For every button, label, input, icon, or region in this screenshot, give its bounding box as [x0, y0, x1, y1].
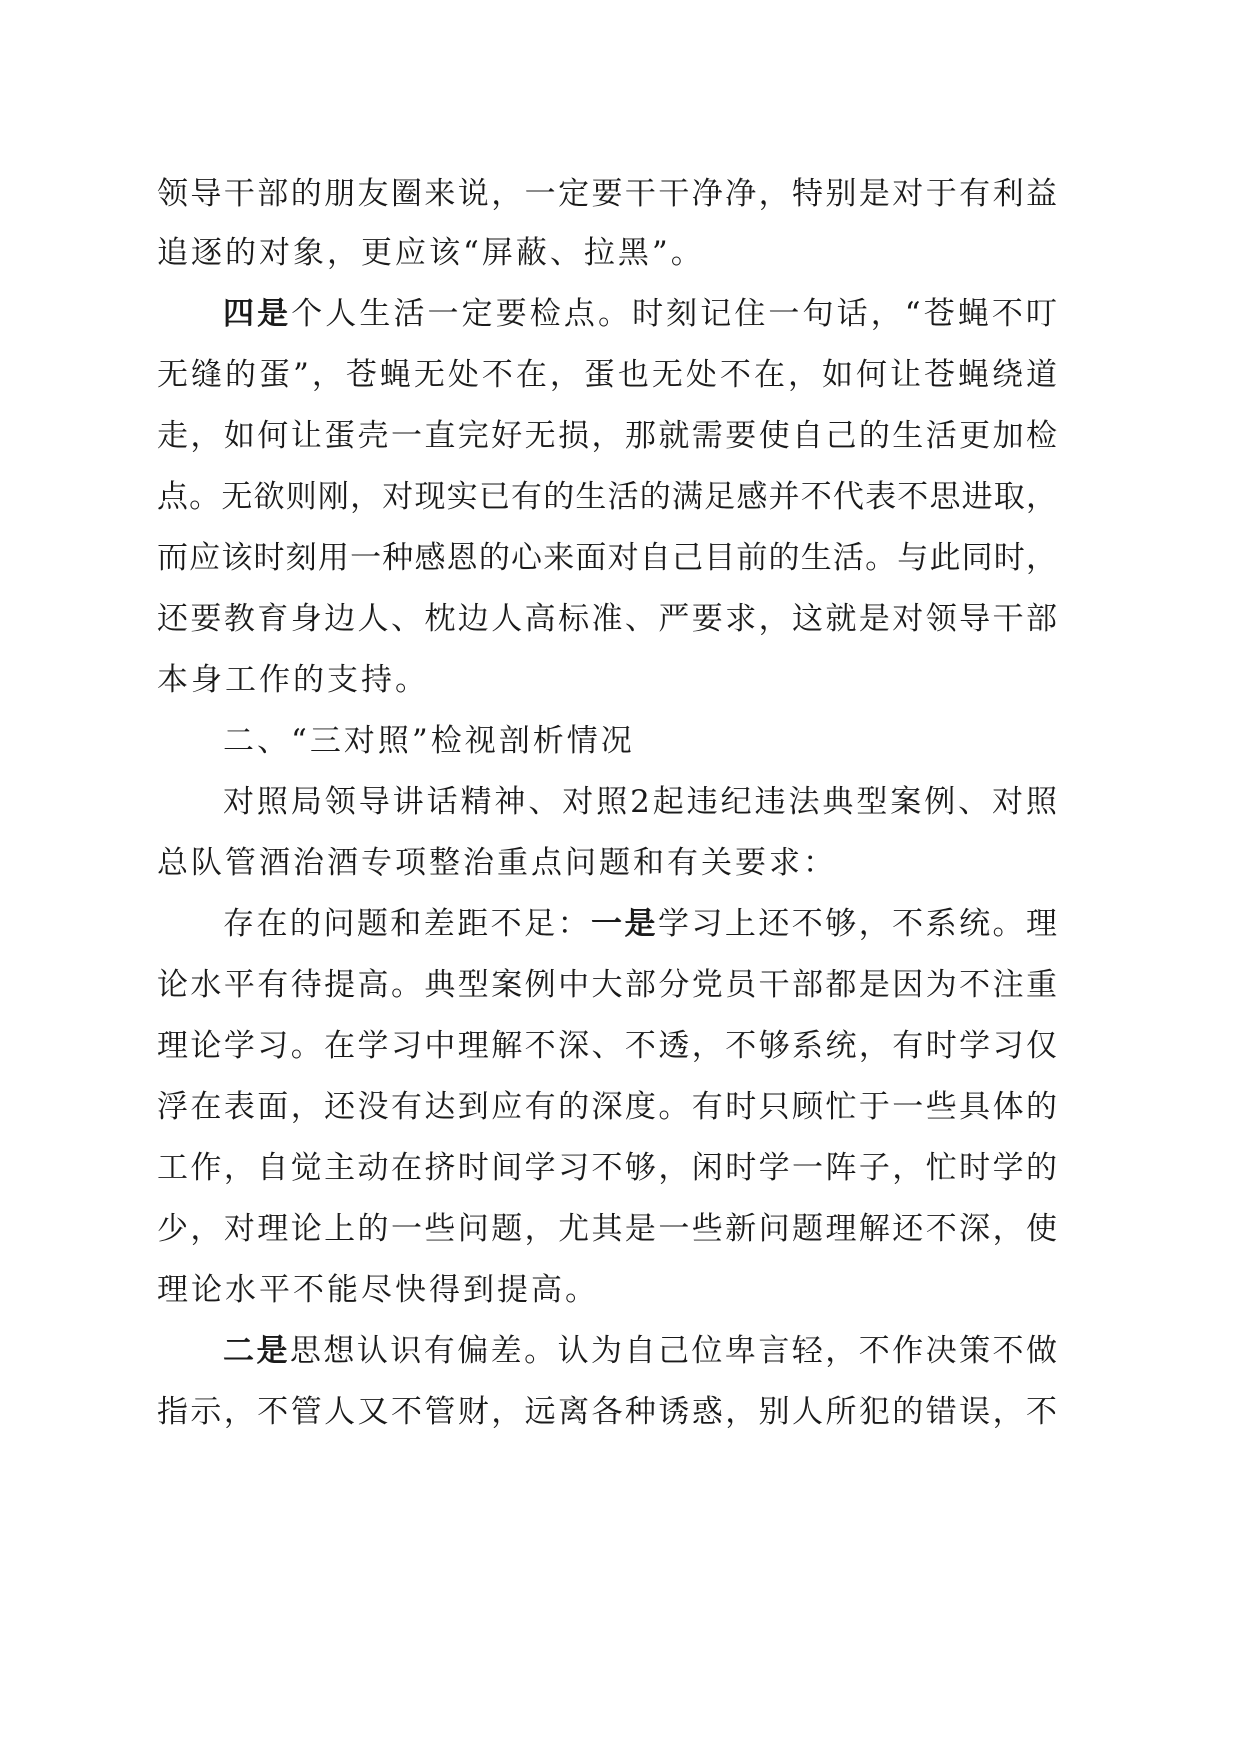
paragraph-line — [157, 833, 1057, 893]
line-text: 指示，不管人又不管财，远离各种诱惑，别人所犯的错误，不 — [157, 1394, 1057, 1430]
paragraph-lead: 一是 — [591, 906, 658, 942]
line-text: 理论水平不能尽快得到提高。 — [157, 1272, 599, 1308]
line-text: 点。无欲则刚，对现实已有的生活的满足感并不代表不思进取， — [157, 479, 1057, 515]
paragraph-line — [157, 589, 1057, 649]
paragraph-line — [157, 1016, 1057, 1076]
paragraph-line — [157, 650, 1057, 710]
paragraph-line — [157, 467, 1057, 527]
paragraph-line — [157, 1138, 1057, 1198]
paragraph-line — [223, 284, 1057, 344]
line-text: 浮在表面，还没有达到应有的深度。有时只顾忙于一些具体的 — [157, 1089, 1057, 1125]
section-heading — [223, 711, 1057, 771]
line-text: 思想认识有偏差。认为自己位卑言轻，不作决策不做 — [289, 1333, 1058, 1369]
paragraph-line — [157, 164, 1057, 224]
paragraph-line — [223, 1321, 1057, 1381]
paragraph-line — [157, 223, 1057, 283]
paragraph-line — [157, 406, 1057, 466]
line-text: 总队管酒治酒专项整治重点问题和有关要求： — [157, 845, 837, 881]
line-text: 论水平有待提高。典型案例中大部分党员干部都是因为不注重 — [157, 967, 1057, 1003]
section-heading-text: 二、“三对照”检视剖析情况 — [223, 723, 635, 759]
paragraph-line — [223, 894, 1057, 954]
line-text: 领导干部的朋友圈来说，一定要干干净净，特别是对于有利益 — [157, 176, 1057, 212]
line-text: 追逐的对象，更应该“屏蔽、拉黑”。 — [157, 235, 705, 271]
paragraph-lead: 四是 — [223, 296, 292, 332]
paragraph-line — [157, 1260, 1057, 1320]
line-text: 存在的问题和差距不足： — [223, 906, 592, 942]
paragraph-line — [157, 528, 1057, 588]
line-text: 还要教育身边人、枕边人高标准、严要求，这就是对领导干部 — [157, 601, 1057, 637]
line-text: 少，对理论上的一些问题，尤其是一些新问题理解还不深，使 — [157, 1211, 1057, 1247]
paragraph-line — [157, 1382, 1057, 1442]
paragraph-line — [157, 345, 1057, 405]
paragraph-line — [157, 1077, 1057, 1137]
paragraph-line — [223, 772, 1057, 832]
paragraph-line — [157, 955, 1057, 1015]
line-text: 而应该时刻用一种感恩的心来面对自己目前的生活。与此同时， — [157, 540, 1057, 576]
line-text: 本身工作的支持。 — [157, 662, 429, 698]
line-text: 个人生活一定要检点。时刻记住一句话，“苍蝇不叮 — [291, 296, 1057, 332]
line-text: 无缝的蛋”，苍蝇无处不在，蛋也无处不在，如何让苍蝇绕道 — [157, 357, 1057, 393]
line-text: 走，如何让蛋壳一直完好无损，那就需要使自己的生活更加检 — [157, 418, 1057, 454]
paragraph-lead: 二是 — [223, 1333, 290, 1369]
line-text: 学习上还不够，不系统。理 — [657, 906, 1058, 942]
paragraph-line — [157, 1199, 1057, 1259]
line-text: 对照局领导讲话精神、对照2起违纪违法典型案例、对照 — [223, 784, 1057, 820]
line-text: 理论学习。在学习中理解不深、不透，不够系统，有时学习仅 — [157, 1028, 1057, 1064]
line-text: 工作，自觉主动在挤时间学习不够，闲时学一阵子，忙时学的 — [157, 1150, 1057, 1186]
